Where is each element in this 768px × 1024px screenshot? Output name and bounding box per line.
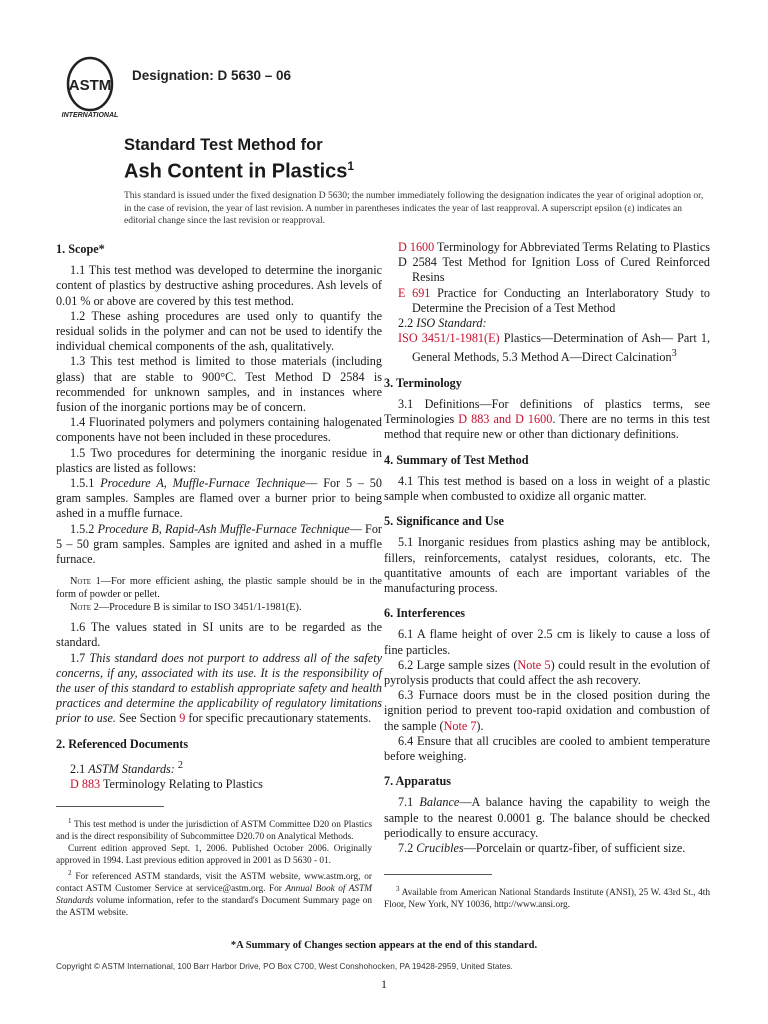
issuance-statement: This standard is issued under the fixed designation D 5630; the number immediately following the designation indicates the year of original adoption or, in the case of revision, the year of last revision. A number in parentheses indicates the year of last reapproval. A superscript epsilon (ε) indicates an editorial change since the last revision or reapproval. [124,191,704,226]
footnote-mark: 1 [68,817,72,825]
para-6-2 [384,658,710,688]
ref-d2584 [398,255,710,285]
section-heading-referenced-documents: 2. Referenced Documents [56,736,189,751]
para-1-1: 1.1 This test method was developed to determine the inorganic content of plastics by destructive ashing procedures. Ash levels of 0.01 % or above are covered by this test method. [56,263,382,308]
section-heading-apparatus: 7. Apparatus [384,774,452,789]
footnote-text: Available from American National Standards Institute (ANSI), 25 W. 43rd St., 4th Floor, New York, NY 10036, http://www.ansi.org. [384,888,710,911]
ref-d1600 [398,240,710,255]
para-number: 1.7 [70,650,86,665]
para-number: 2.2 [398,316,414,331]
para-number: 1.5.2 [70,521,95,536]
ref-title: Practice for Conducting an Interlaboratory Study to Determine the Precision of a Test Method [412,285,710,315]
para-number: 1.5.1 [70,476,95,491]
note-label: Note 2 [70,602,99,614]
ref-title: Test Method for Ignition Loss of Cured Reinforced Resins [412,255,710,285]
title-line1: Standard Test Method for [124,136,323,154]
ref-e691 [398,286,710,316]
note-2 [56,601,382,614]
para-1-4: 1.4 Fluorinated polymers and polymers containing halogenated components have not been included in these procedures. [56,415,382,445]
right-footnotes [384,874,710,911]
section-heading-terminology: 3. Terminology [384,375,462,390]
document-header [58,56,718,120]
procedure-a-title: Procedure A, Muffle-Furnace Technique [100,476,306,491]
para-text: ) could result in the evolution of pyrolysis products that could affect the ash recovery. [384,657,710,687]
summary-of-changes-note: *A Summary of Changes section appears at the end of this standard. [230,940,538,951]
ref-d883 [56,777,382,792]
para-number: 7.1 [398,795,414,810]
footnote-text: For referenced ASTM standards, visit the ASTM website, www.astm.org, or contact ASTM Customer Service at service@astm.org. For [56,872,372,895]
para-1-5: 1.5 Two procedures for determining the inorganic residue in plastics are listed as follows: [56,445,382,475]
footnote-1 [56,815,372,843]
crucibles-term: Crucibles [416,840,464,855]
para-2-1 [56,758,382,777]
para-text: ). [476,718,484,733]
title-line2 [124,155,354,184]
footnote-text: This test method is under the jurisdiction of ASTM Committee D20 on Plastics and is the direct responsibility of Subcommittee D20.70 on Analytical Methods. [56,820,372,843]
safety-statement: This standard does not purport to address all of the safety concerns, if any, associated with its use. It is the responsibility of the user of this standard to establish appropriate safety and health practices and determine the applicability of regulatory limitations prior to use. [56,650,382,726]
terminologies-link[interactable]: D 883 and D 1600 [458,412,553,427]
para-6-3 [384,688,710,734]
footnote-mark: 2 [68,869,72,878]
para-1-6: 1.6 The values stated in SI units are to be regarded as the standard. [56,620,382,650]
para-number: 7.2 [398,840,414,855]
logo-text: ASTM [68,77,112,94]
para-3-1 [384,397,710,443]
footnote-divider [56,806,164,807]
para-text: —A balance having the capability to weigh the sample to the nearest 0.0001 g. The balance should be checked periodically to ensure accuracy. [384,795,711,840]
para-number: 2.1 [70,761,86,776]
note-5-link[interactable]: Note 5 [517,657,551,672]
d883-link[interactable]: D 883 [70,777,101,792]
footnote-3 [384,883,710,911]
para-2-2 [384,316,710,331]
para-text: See Section [115,711,180,726]
iso-link[interactable]: ISO 3451/1-1981(E) [398,331,500,346]
e691-link[interactable]: E 691 [398,285,431,300]
astm-standards-label: ASTM Standards: [88,761,175,776]
section-heading-scope: 1. Scope* [56,242,105,256]
note-text: —For more efficient ashing, the plastic sample should be in the form of powder or pellet. [56,576,382,601]
para-6-1: 6.1 A flame height of over 2.5 cm is likely to cause a loss of fine particles. [384,627,710,657]
ref-title: Plastics—Determination of Ash— Part 1, General Methods, 5.3 Method A—Direct Calcination [412,331,710,365]
para-6-4: 6.4 Ensure that all crucibles are cooled to ambient temperature before weighing. [384,733,710,763]
designation: Designation: D 5630 – 06 [132,68,292,83]
ref-title: Terminology Relating to Plastics [100,777,263,792]
para-1-3: 1.3 This test method is limited to those materials (including glass) that are stable to 900°C. Test Method D 2584 is recommended for unknown samples, and in instances where fusion of the inorganic portions may be of concern. [56,354,382,415]
footnote-text: volume information, refer to the standard's Document Summary page on the ASTM website. [56,896,372,919]
ref-code: D 2584 [398,255,437,270]
para-text: —Porcelain or quartz-fiber, of sufficient size. [463,840,686,855]
para-7-1 [384,795,710,841]
para-text: 6.2 Large sample sizes ( [398,657,518,672]
para-text: 6.3 Furnace doors must be in the closed position during the ignition period to prevent too-rapid oxidation and combustion of the sample ( [384,688,710,733]
para-text: for specific precautionary statements. [185,711,372,726]
copyright: Copyright © ASTM International, 100 Barr Harbor Drive, PO Box C700, West Conshohocken, PA 19428-2959, United States. [56,961,513,971]
title-footnote-ref: 1 [347,159,355,173]
para-1-7 [56,651,382,727]
procedure-b-title: Procedure B, Rapid-Ash Muffle-Furnace Technique [97,521,350,536]
footnote-mark: 3 [396,885,400,893]
section-heading-summary: 4. Summary of Test Method [384,452,529,467]
balance-term: Balance [419,795,460,810]
left-footnotes [56,806,372,919]
para-7-2 [384,841,710,856]
footnote-2 [56,867,372,919]
footnote-divider [384,874,492,875]
para-text: — For 5 – 50 gram samples. Samples are flamed over a burner prior to being ashed in a muffle furnace. [56,476,382,521]
para-4-1: 4.1 This test method is based on a loss in weight of a plastic sample when combusted to oxidize all organic matter. [384,473,710,503]
footnote-1-edition: Current edition approved Sept. 1, 2006. Published October 2006. Originally approved in 1994. Last previous edition approved in 2001 as D 5630 - 01. [56,844,372,867]
right-column [384,240,710,856]
para-1-5-2 [56,522,382,568]
ref-iso [398,331,710,365]
iso-standard-label: ISO Standard: [416,316,487,331]
note-1 [56,575,382,601]
ref-title: Terminology for Abbreviated Terms Relating to Plastics [434,240,710,254]
annual-book-title: Annual Book of ASTM Standards [56,884,372,907]
note-7-link[interactable]: Note 7 [443,718,477,733]
section-9-link[interactable]: 9 [179,711,186,726]
note-label: Note 1 [70,576,101,588]
astm-logo-icon [58,56,122,120]
footnote-ref: 2 [177,759,183,771]
document-title [124,136,354,184]
footnote-ref: 3 [671,348,677,360]
section-heading-significance: 5. Significance and Use [384,514,504,529]
left-column [56,240,382,792]
para-5-1: 5.1 Inorganic residues from plastics ashing may be antiblock, fillers, reinforcements, catalyst residues, colorants, etc. The quantitative amounts of each are important variables of the manufacturing process. [384,535,710,595]
page-number: 1 [381,977,387,991]
para-text: — For 5 – 50 gram samples. Samples are ignited and ashed in a muffle furnace. [56,521,382,567]
para-1-2: 1.2 These ashing procedures are used only to quantify the residual solids in the polymer and can not be used to identify the individual chemical components of the ash, qualitatively. [56,308,382,354]
para-1-5-1 [56,476,382,522]
logo-subtext: INTERNATIONAL [61,112,119,119]
title-main: Ash Content in Plastics [124,160,348,183]
section-heading-interferences: 6. Interferences [384,606,465,621]
note-text: —Procedure B is similar to ISO 3451/1-1981(E). [98,602,302,614]
para-text: . There are no terms in this test method that require new or other than dictionary definitions. [384,412,711,442]
para-text: 3.1 Definitions—For definitions of plastics terms, see Terminologies [384,396,710,427]
d1600-link[interactable]: D 1600 [398,240,435,254]
